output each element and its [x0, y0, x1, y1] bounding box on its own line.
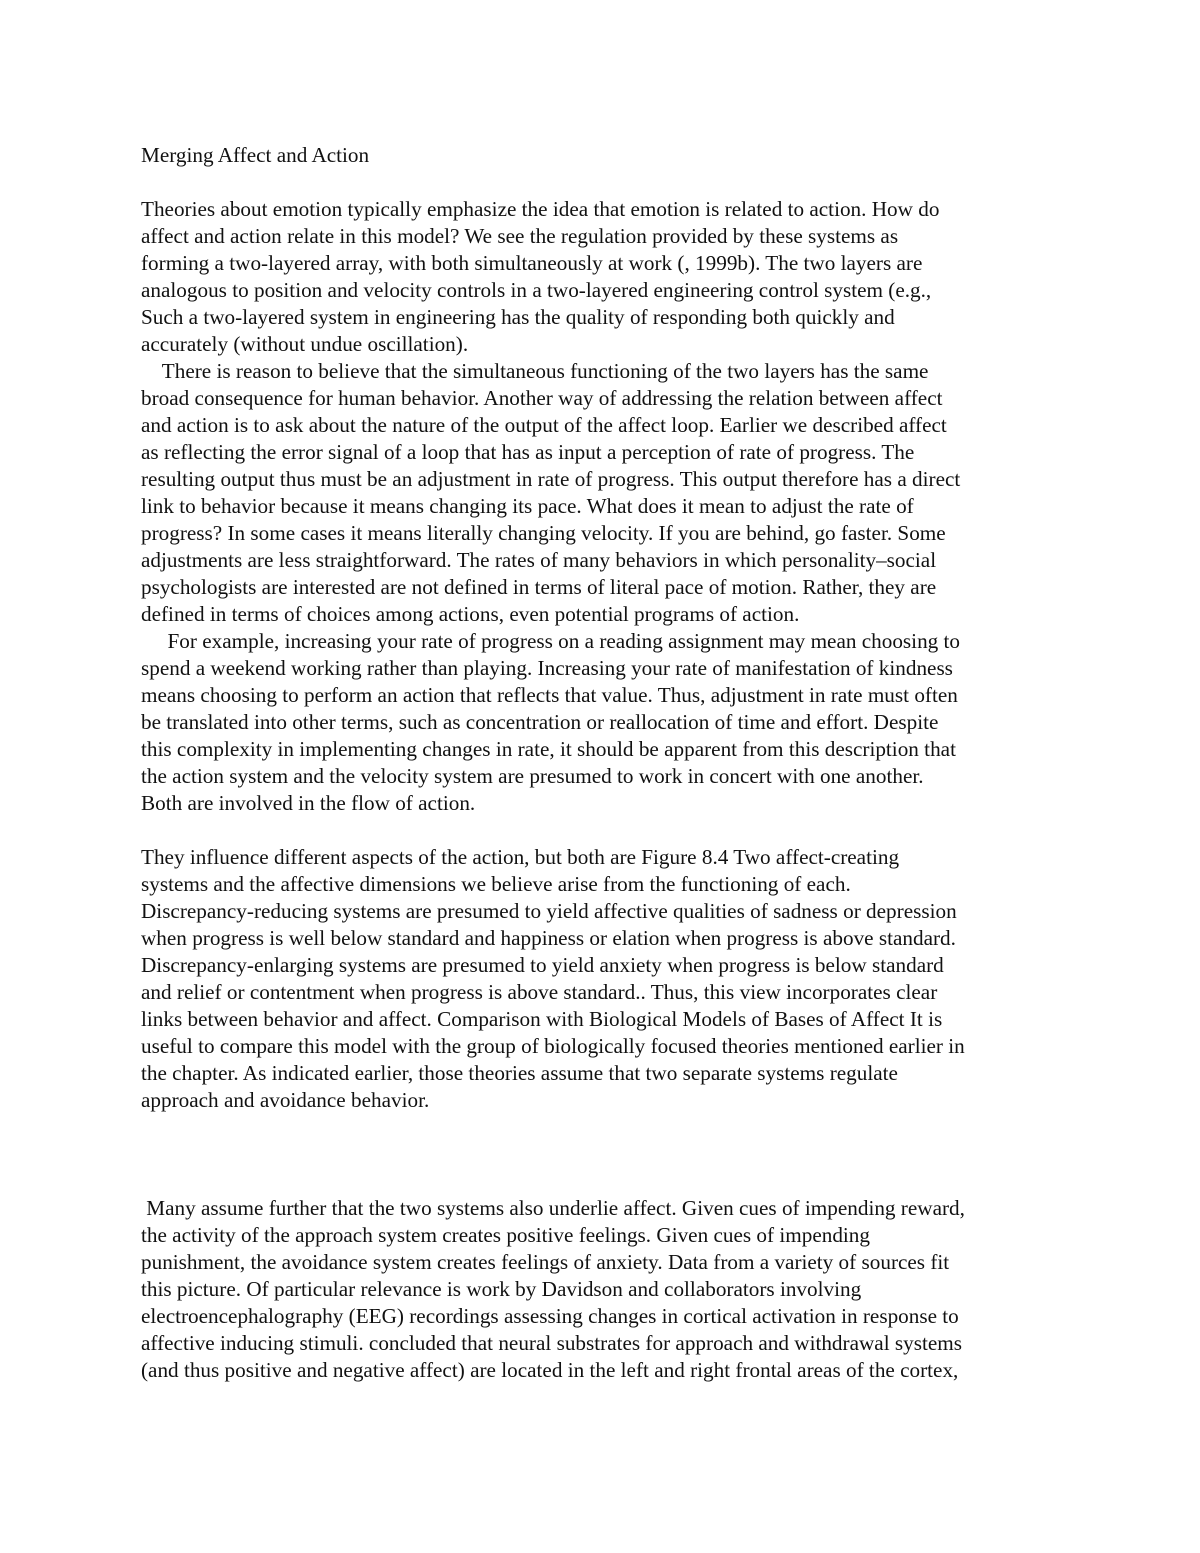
text-line: affective inducing stimuli. concluded that neural substrates for approach and withdrawal systems — [141, 1331, 962, 1355]
text-line: punishment, the avoidance system creates feelings of anxiety. Data from a variety of sources fit — [141, 1250, 950, 1274]
paragraph-3 — [141, 628, 1061, 817]
section-spacer — [141, 1114, 1061, 1195]
text-line: defined in terms of choices among actions, even potential programs of action. — [141, 602, 800, 626]
text-line: as reflecting the error signal of a loop that has as input a perception of rate of progress. The — [141, 440, 915, 464]
text-line: systems and the affective dimensions we believe arise from the functioning of each. — [141, 872, 851, 896]
text-line: Discrepancy-enlarging systems are presumed to yield anxiety when progress is below standard — [141, 953, 944, 977]
text-line: the chapter. As indicated earlier, those theories assume that two separate systems regulate — [141, 1061, 898, 1085]
text-line: Theories about emotion typically emphasize the idea that emotion is related to action. How do — [141, 197, 940, 221]
paragraph-1 — [141, 196, 1061, 358]
paragraph-spacer — [141, 817, 1061, 844]
text-line: resulting output thus must be an adjustment in rate of progress. This output therefore has a direct — [141, 467, 961, 491]
text-line: Discrepancy-reducing systems are presumed to yield affective qualities of sadness or depression — [141, 899, 957, 923]
text-line: this complexity in implementing changes in rate, it should be apparent from this description that — [141, 737, 956, 761]
text-line: (and thus positive and negative affect) are located in the left and right frontal areas of the cortex, — [141, 1358, 959, 1382]
text-line: spend a weekend working rather than playing. Increasing your rate of manifestation of kindness — [141, 656, 953, 680]
text-line: and action is to ask about the nature of the output of the affect loop. Earlier we described affect — [141, 413, 947, 437]
text-line: links between behavior and affect. Comparison with Biological Models of Bases of Affect It is — [141, 1007, 943, 1031]
text-line: There is reason to believe that the simultaneous functioning of the two layers has the same — [141, 359, 929, 383]
text-line: broad consequence for human behavior. Another way of addressing the relation between affect — [141, 386, 943, 410]
text-line: electroencephalography (EEG) recordings assessing changes in cortical activation in response to — [141, 1304, 959, 1328]
text-line: accurately (without undue oscillation). — [141, 332, 469, 356]
text-line: be translated into other terms, such as concentration or reallocation of time and effort. Despite — [141, 710, 939, 734]
text-line: Many assume further that the two systems also underlie affect. Given cues of impending reward, — [141, 1196, 965, 1220]
text-line: approach and avoidance behavior. — [141, 1088, 430, 1112]
text-line: psychologists are interested are not defined in terms of literal pace of motion. Rather, they are — [141, 575, 937, 599]
text-line: this picture. Of particular relevance is work by Davidson and collaborators involving — [141, 1277, 862, 1301]
text-line: They influence different aspects of the action, but both are Figure 8.4 Two affect-creating — [141, 845, 900, 869]
text-line: analogous to position and velocity controls in a two-layered engineering control system (e.g., — [141, 278, 932, 302]
text-line: useful to compare this model with the group of biologically focused theories mentioned earlier in — [141, 1034, 965, 1058]
text-line: the activity of the approach system creates positive feelings. Given cues of impending — [141, 1223, 870, 1247]
paragraph-2 — [141, 358, 1061, 628]
text-line: For example, increasing your rate of progress on a reading assignment may mean choosing to — [141, 629, 961, 653]
document-page — [141, 142, 1061, 1384]
text-line: the action system and the velocity system are presumed to work in concert with one another. — [141, 764, 924, 788]
text-line: forming a two-layered array, with both simultaneously at work (, 1999b). The two layers are — [141, 251, 923, 275]
text-line: adjustments are less straightforward. The rates of many behaviors in which personality–social — [141, 548, 937, 572]
text-line: Both are involved in the flow of action. — [141, 791, 476, 815]
text-line: when progress is well below standard and happiness or elation when progress is above standard. — [141, 926, 956, 950]
paragraph-5 — [141, 1195, 1061, 1384]
text-line: means choosing to perform an action that reflects that value. Thus, adjustment in rate must often — [141, 683, 958, 707]
text-line: link to behavior because it means changing its pace. What does it mean to adjust the rate of — [141, 494, 914, 518]
paragraph-4 — [141, 844, 1061, 1114]
document-title: Merging Affect and Action — [141, 143, 370, 167]
text-line: and relief or contentment when progress is above standard.. Thus, this view incorporates clear — [141, 980, 938, 1004]
text-line: affect and action relate in this model? We see the regulation provided by these systems as — [141, 224, 899, 248]
text-line: progress? In some cases it means literally changing velocity. If you are behind, go faster. Some — [141, 521, 946, 545]
text-line: Such a two-layered system in engineering has the quality of responding both quickly and — [141, 305, 895, 329]
